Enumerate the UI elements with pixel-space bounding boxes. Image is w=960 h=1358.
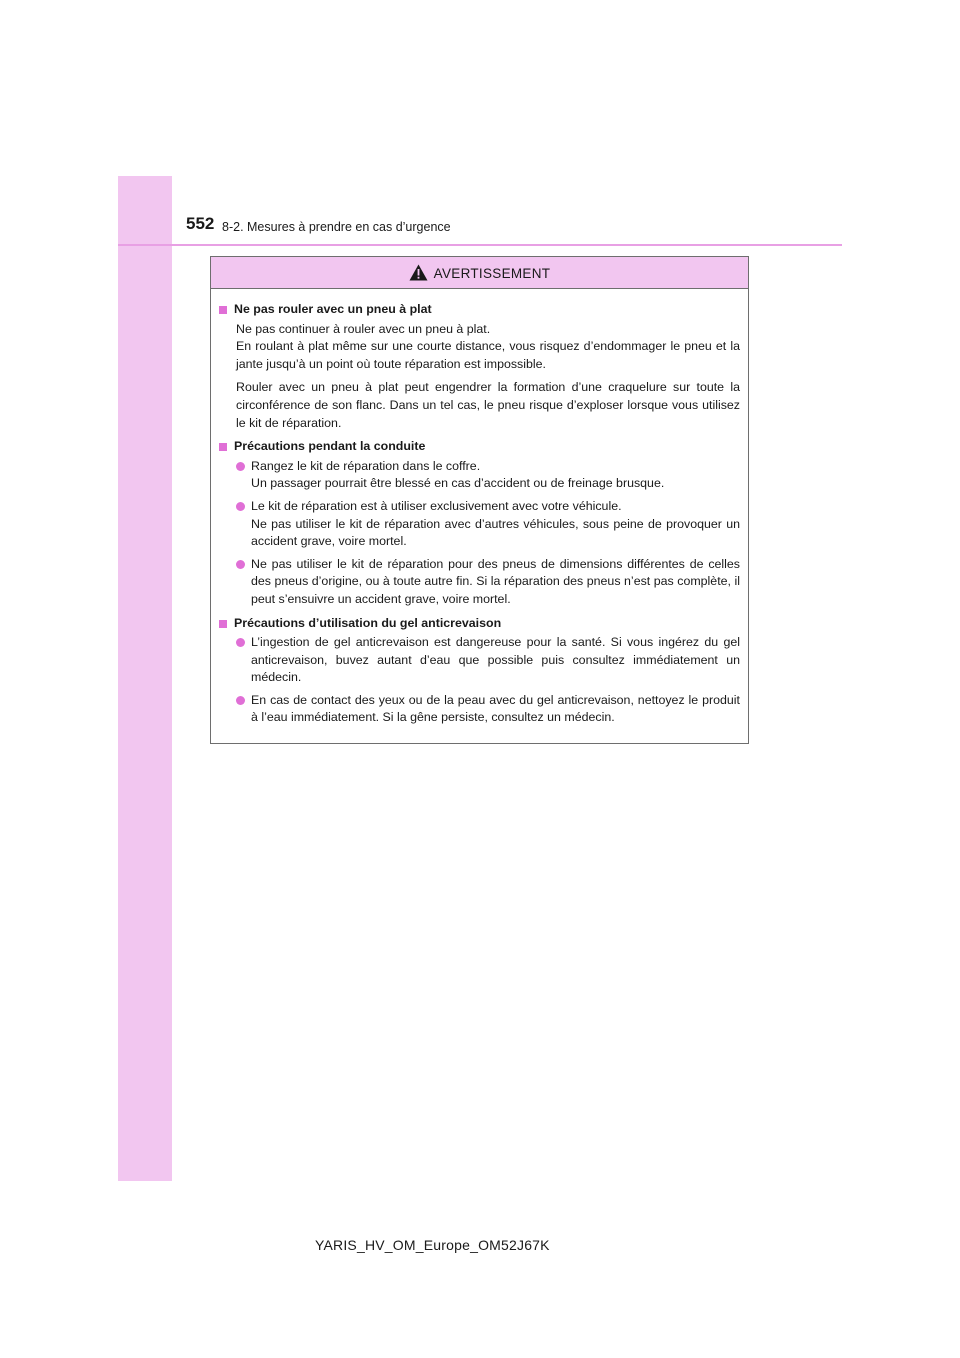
warning-header [211, 257, 748, 289]
section-heading [219, 301, 740, 319]
list-item [236, 692, 740, 727]
warning-title: AVERTISSEMENT [433, 265, 551, 281]
heading-text: Précautions pendant la conduite [234, 439, 426, 454]
section-title: 8-2. Mesures à prendre en cas d’urgence [222, 220, 451, 234]
circle-bullet-icon [236, 502, 245, 511]
heading-text: Précautions d’utilisation du gel anticrevaison [234, 615, 502, 630]
warning-body [211, 289, 748, 727]
square-bullet-icon [219, 620, 227, 628]
bullet-line: Un passager pourrait être blessé en cas d’accident ou de freinage brusque. [251, 476, 665, 491]
warning-triangle-icon [409, 264, 428, 281]
circle-bullet-icon [236, 638, 245, 647]
square-bullet-icon [219, 443, 227, 451]
circle-bullet-icon [236, 462, 245, 471]
paragraph [236, 321, 740, 374]
square-bullet-icon [219, 306, 227, 314]
bullet-line: L’ingestion de gel anticrevaison est dangereuse pour la santé. Si vous ingérez du gel anticrevaison, buvez autant d’eau que possible puis consultez immédiatement un médecin. [251, 635, 740, 685]
section-heading [219, 615, 740, 633]
header-divider [118, 244, 842, 246]
list-item [236, 634, 740, 687]
circle-bullet-icon [236, 560, 245, 569]
bullet-line: Rangez le kit de réparation dans le coffre. [251, 458, 481, 473]
list-item [236, 498, 740, 551]
bullet-line: En cas de contact des yeux ou de la peau avec du gel anticrevaison, nettoyez le produit à l’eau immédiatement. Si la gêne persiste, consultez un médecin. [251, 692, 740, 725]
paragraph-line: Ne pas continuer à rouler avec un pneu à plat. [236, 321, 491, 336]
bullet-line: Ne pas utiliser le kit de réparation pour des pneus de dimensions différentes de celles des pneus d’origine, ou à toute autre fin. Si la réparation des pneus n’est pas complète, il peut s’ensuivre un accident grave, voire mortel. [251, 556, 740, 606]
paragraph-line: En roulant à plat même sur une courte distance, vous risquez d’endommager le pneu et la jante jusqu’à un point où toute réparation est impossible. [236, 339, 740, 371]
warning-box [210, 256, 749, 744]
chapter-sidebar-tab [118, 176, 172, 1181]
bullet-line: Le kit de réparation est à utiliser exclusivement avec votre véhicule. [251, 498, 622, 513]
document-id-footer: YARIS_HV_OM_Europe_OM52J67K [315, 1237, 550, 1253]
section-heading [219, 438, 740, 456]
list-item [236, 458, 740, 493]
paragraph [236, 379, 740, 432]
circle-bullet-icon [236, 696, 245, 705]
bullet-line: Ne pas utiliser le kit de réparation avec d’autres véhicules, sous peine de provoquer un accident grave, voire mortel. [251, 516, 740, 549]
paragraph-line: Rouler avec un pneu à plat peut engendrer la formation d’une craquelure sur toute la circonférence de son flanc. Dans un tel cas, le pneu risque d’exploser lorsque vous utilisez le kit de réparation. [236, 380, 740, 430]
page-number: 552 [186, 214, 215, 233]
list-item [236, 556, 740, 609]
heading-text: Ne pas rouler avec un pneu à plat [234, 302, 432, 316]
